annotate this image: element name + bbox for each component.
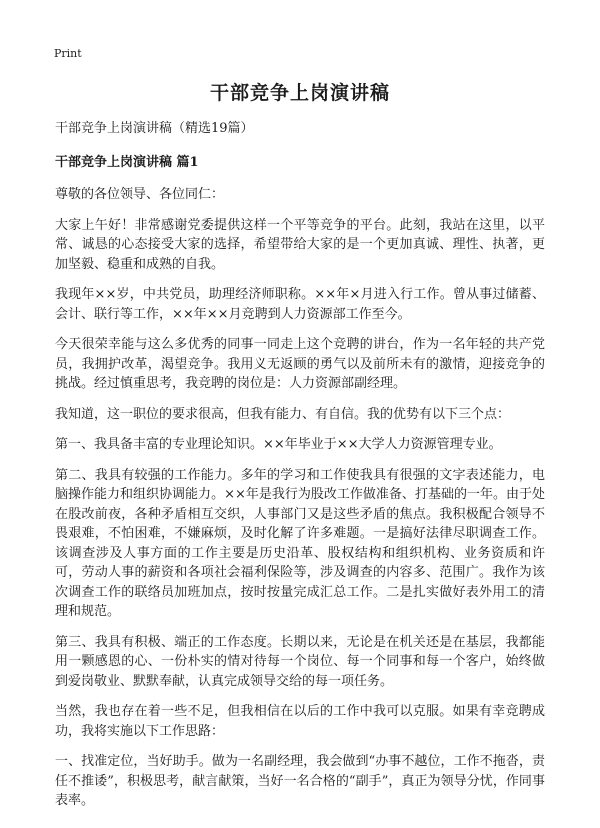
paragraph-advantage-1: 第一、我具备丰富的专业理论知识。××年毕业于××大学人力资源管理专业。 <box>55 437 502 452</box>
paragraph-advantages-intro: 我知道，这一职位的要求很高，但我有能力、有自信。我的优势有以下三个点： <box>55 406 511 422</box>
paragraph-advantage-2: 第二、我具有较强的工作能力。多年的学习和工作使我具有很强的文字表述能力，电脑操作能力和组织协调能力。××年是我行为股改工作做准备、打基础的一年。由于处在股改前夜，各种矛盾相互交织，人事部门又是这些矛盾的焦点。我积极配合领导不畏艰难，不怕困难，不嫌麻烦，及时化解了许多难题。一是搞好法律尽职调查工作。该调查涉及人事方面的工作主要是历史沿革、股权结构和组织机构、业务资质和许可，劳动人事的薪资和各项社会福利保险等，涉及调查的内容多、范围广。我作为该次调查工作的联络员加班加点，按时按量完成汇总工作。二是扎实做好表外用工的清理和规范。 <box>55 467 545 619</box>
section-heading: 干部竞争上岗演讲稿 篇1 <box>55 155 199 170</box>
document-subtitle: 干部竞争上岗演讲稿（精选19篇） <box>55 121 254 136</box>
print-link[interactable]: Print <box>54 47 82 60</box>
paragraph-greeting: 大家上午好！非常感谢党委提供这样一个平等竞争的平台。此刻，我站在这里，以平常、诚恳的心态接受大家的选择，希望带给大家的是一个更加真诚、理性、执著，更加坚毅、稳重和成熟的自我。 <box>55 217 545 272</box>
paragraph-background: 我现年××岁，中共党员，助理经济师职称。××年×月进入行工作。曾从事过储蓄、会计、联行等工作，××年××月竞聘到人力资源部工作至今。 <box>55 287 545 322</box>
page-title: 干部竞争上岗演讲稿 <box>209 82 390 104</box>
document-body <box>55 80 545 822</box>
paragraph-shortcomings: 当然，我也存在着一些不足，但我相信在以后的工作中我可以克服。如果有幸竞聘成功，我将实施以下工作思路： <box>55 704 545 739</box>
paragraph-motivation: 今天很荣幸能与这么多优秀的同事一同走上这个竞聘的讲台，作为一名年轻的共产党员，我拥护改革，渴望竞争。我用义无返顾的勇气以及前所未有的激情，迎接竞争的挑战。经过慎重思考，我竞聘的岗位是：人力资源部副经理。 <box>55 337 545 391</box>
paragraph-salutation: 尊敬的各位领导、各位同仁： <box>55 187 225 202</box>
paragraph-plan-1: 一、找准定位，当好助手。做为一名副经理，我会做到“办事不越位，工作不拖沓，责任不推诿”，积极思考，献言献策，当好一名合格的“副手”，真正为领导分忧，作同事表率。 <box>55 754 545 808</box>
paragraph-advantage-3: 第三、我具有积极、端正的工作态度。长期以来，无论是在机关还是在基层，我都能用一颗感恩的心、一份朴实的情对待每一个岗位、每一个同事和每一个客户，始终做到爱岗敬业、默默奉献，认真完成领导交给的每一项任务。 <box>55 634 545 689</box>
